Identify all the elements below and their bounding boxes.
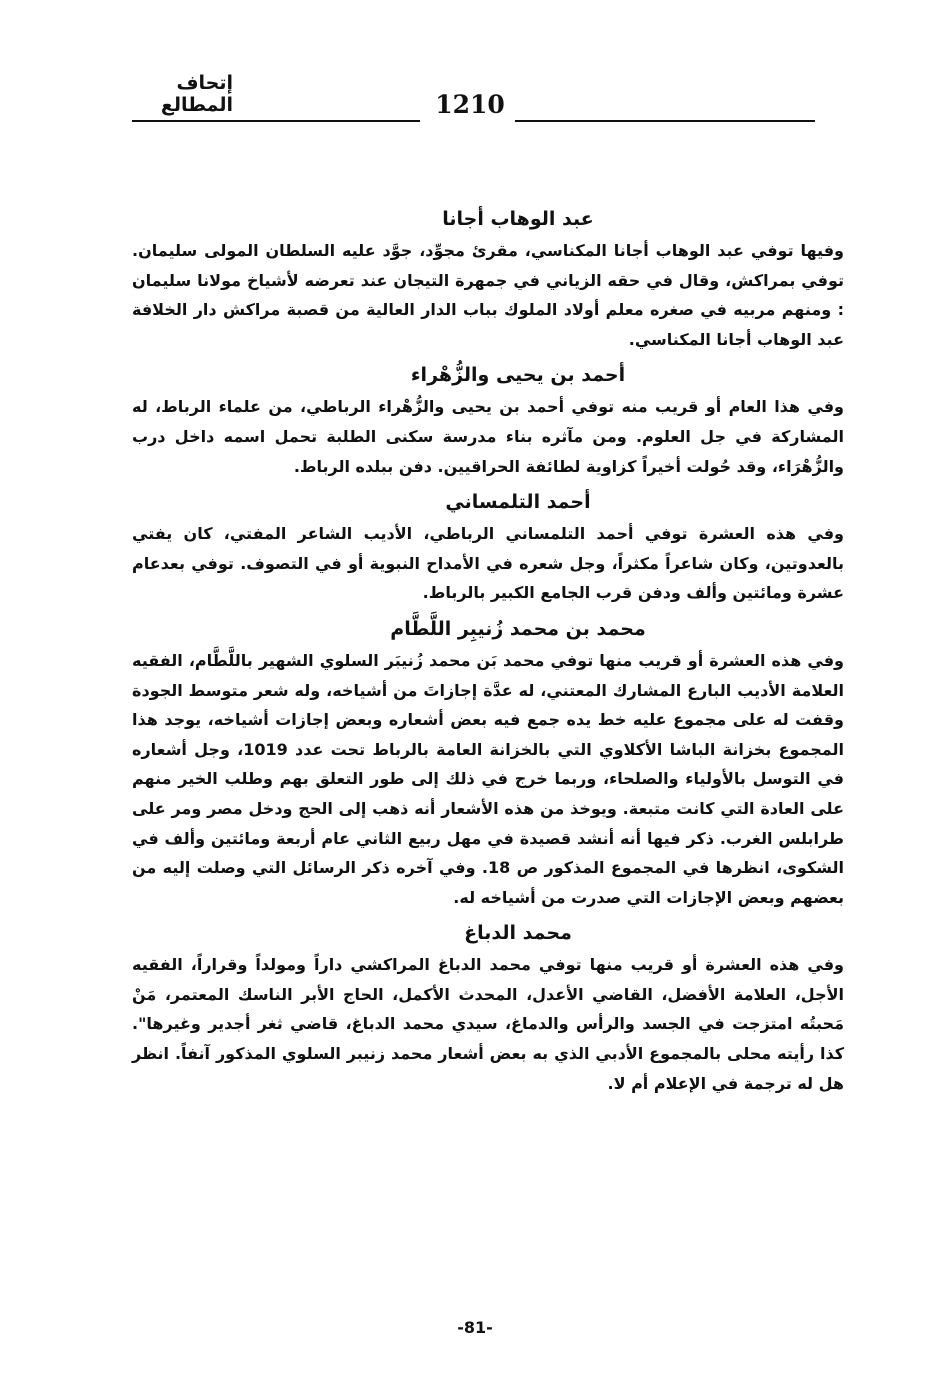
entry-heading: أحمد التلمساني [445,491,591,514]
entry-paragraph: وفي هذه العشرة أو قريب منها توفي محمد الدباغ المراكشي داراً ومولداً وقراراً، الفقيه الأجل، العلامة الأفضل، القاضي الأعدل، المحدث الأكمل، الحاج الأبر الناسك المعتمر، مَنْ مَحبتُه امتزجت في الجسد والرأس والدماغ، سيدي محمد الدباغ، قاضي ثغر أجدير وغيرها". كذا رأيته محلى بالمجموع الأدبي الذي به بعض أشعار محمد زنيبر السلوي المذكور آنفاً. انظر هل له ترجمة في الإعلام أم لا. [132,955,844,1093]
entry [132,612,844,912]
entry-paragraph: وفيها توفي عبد الوهاب أجانا المكناسي، مقرئ مجوِّد، جوَّد عليه السلطان المولى سليمان. توفي بمراكش، وقال في حقه الزياني في جمهرة التيجان عند تعرضه لأشياخ مولانا سليمان : ومنهم مربيه في صغره معلم أولاد الملوك بباب الدار العالية من قصبة مراكش دار الخلافة عبد الوهاب أجانا المكناسي. [132,241,844,349]
entry-paragraph: وفي هذه العشرة توفي أحمد التلمساني الرباطي، الأديب الشاعر المفتي، كان يفتي بالعدوتين، وكان شاعراً مكثراً، وجل شعره في الأمداح النبوية أو في التصوف. توفي بعدعام عشرة ومائتين وألف ودفن قرب الجامع الكبير بالرباط. [132,524,844,603]
entry-paragraph: وفي هذه العشرة أو قريب منها توفي محمد بَن محمد زُنيبَر السلوي الشهير باللَّطَّام، الفقيه العلامة الأديب البارع المشارك المعتني، له عدَّة إجازاتَ من أشياخه، وله شعر متوسط الجودة وقفت له على مجموع عليه خط يده جمع فيه بعض أشعاره وبعض إجازات أشياخه، يوجد هذا المجموع بخزانة الباشا الأكلاوي التي بالخزانة العامة بالرباط تحت عدد 1019، وجل أشعاره في التوسل بالأولياء والصلحاء، وربما خرج في ذلك إلى طور التعلق بهم وطلب الخير منهم على العادة التي كانت متبعة. ويوخذ من هذه الأشعار أنه ذهب إلى الحج ودخل مصر ومر على طرابلس الغرب. ذكر فيها أنه أنشد قصيدة في مهل ربيع الثاني عام أربعة ومائتين وألف في الشكوى، انظرها في المجموع المذكور ص 18. وفي آخره ذكر الرسائل التي وصلت إليه من بعضهم وبعض الإجازات التي صدرت من أشياخه له. [132,650,845,907]
header-rule-left [132,120,420,122]
header-rule-right [515,120,815,122]
entry-heading: محمد بن محمد زُنيبِر اللَّطَّام [390,617,646,640]
entry [132,485,844,608]
entry [132,358,844,481]
entry-heading: محمد الدباغ [464,922,572,945]
entry [132,202,844,354]
entry-heading: عبد الوهاب أجانا [442,208,594,230]
folio-number: -81- [457,1318,493,1337]
page-body [132,202,844,1102]
running-title: إتحاف المطالع [160,72,233,116]
entry-heading: أحمد بن يحيى والزُّهْراء [410,364,626,387]
entry-paragraph: وفي هذا العام أو قريب منه توفي أحمد بن يحيى والزُّهْراء الرباطي، من علماء الرباط، له المشاركة في جل العلوم. ومن مآثره بناء مدرسة سكنى الطلبة تحمل اسمه داخل درب والزُّهْرَاء، وقد حُولت أخيراً كزاوية لطائفة الحراقيين. دفن ببلده الرباط. [132,397,844,476]
entry [132,916,844,1098]
page-number: 1210 [435,90,505,119]
